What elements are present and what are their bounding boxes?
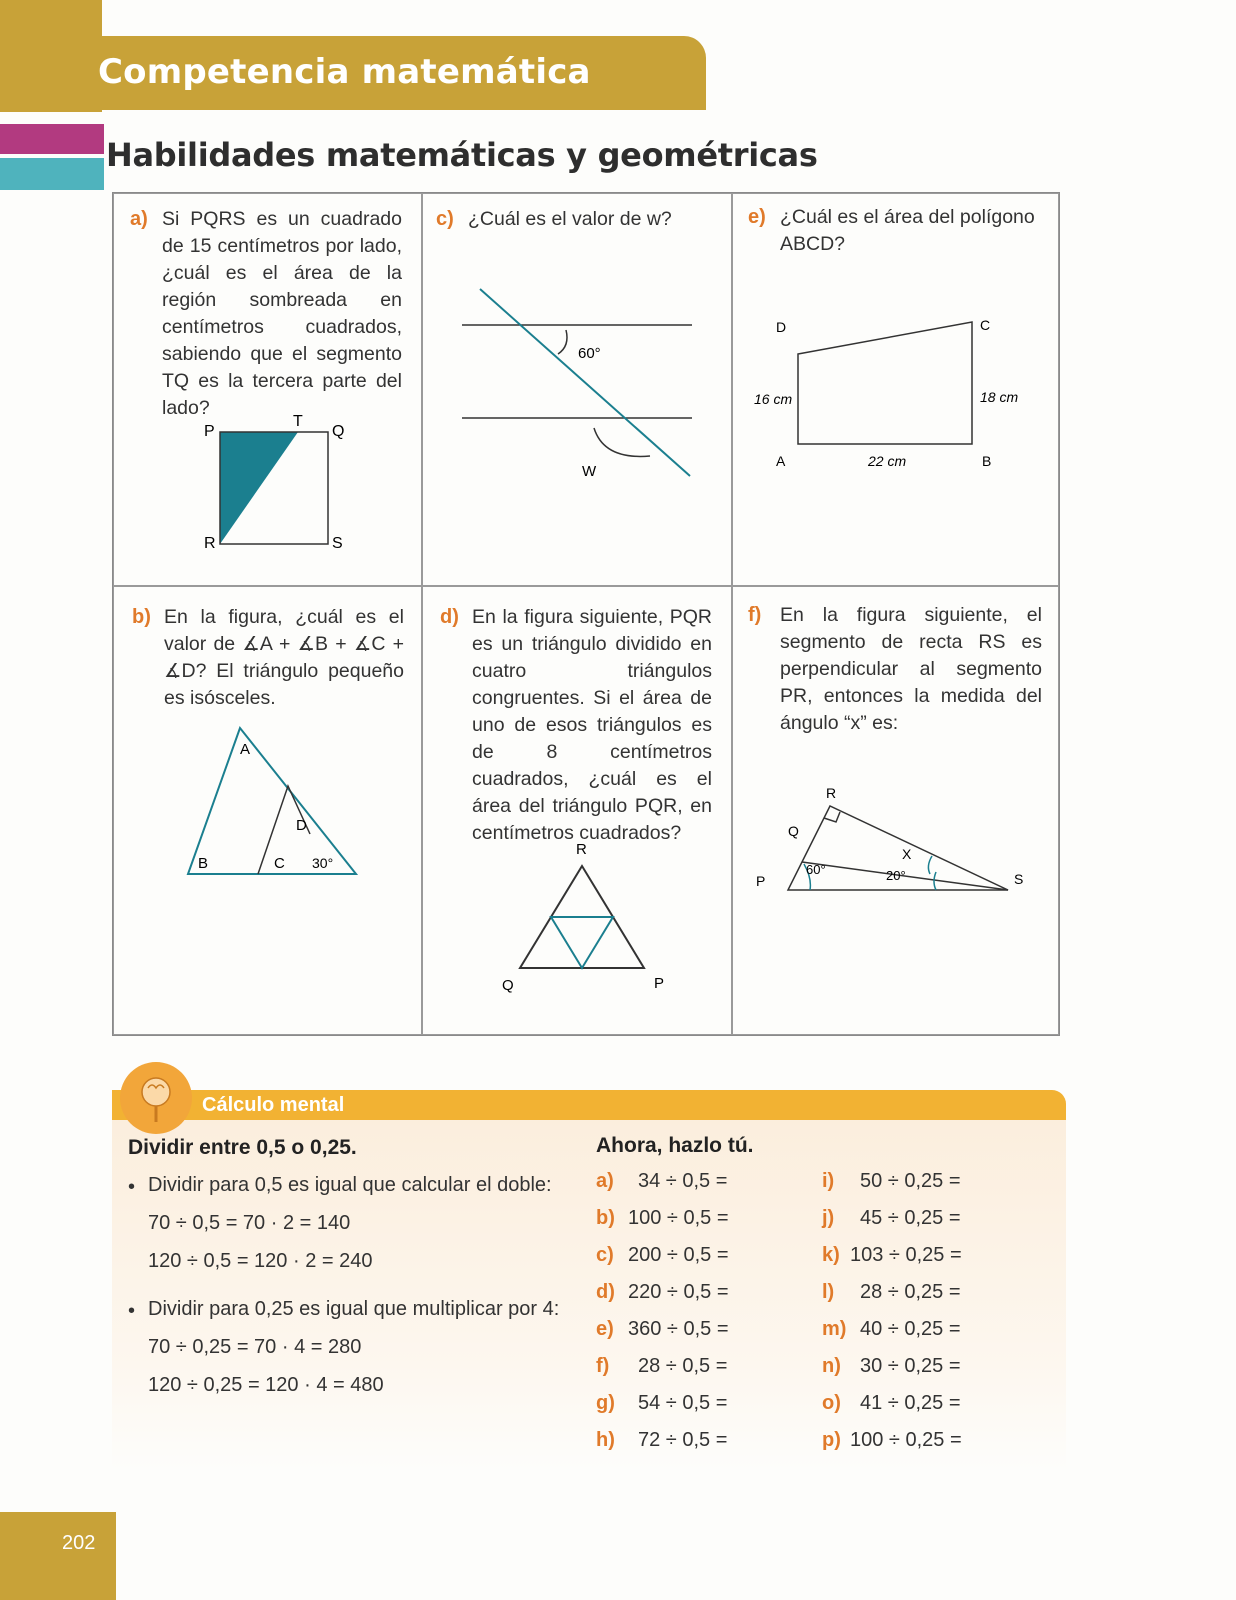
question-c-label: c) [436,208,454,230]
label-p: P [756,873,766,889]
page-number-box [0,1512,116,1600]
label-p: P [654,975,665,992]
mental-calc-title: Cálculo mental [202,1094,345,1116]
label-16cm: 16 cm [754,391,793,407]
practice-expr: 28 ÷ 0,5 = [638,1355,728,1377]
practice-expr: 100 ÷ 0,25 = [850,1429,962,1451]
parallel-lines-figure [452,284,712,494]
question-a-label: a) [130,208,148,230]
angle-arc-x [928,856,932,874]
angle-arc-20 [934,872,936,890]
bullet-dot-1: • [128,1176,136,1198]
practice-expr: 50 ÷ 0,25 = [860,1170,961,1192]
practice-expr: 30 ÷ 0,25 = [860,1355,961,1377]
practice-label: n) [822,1355,841,1377]
large-triangle [188,728,356,874]
question-d-cell [421,585,733,1035]
triangle-prs-figure [746,786,1056,906]
practice-expr: 103 ÷ 0,25 = [850,1244,962,1266]
practice-label: o) [822,1392,841,1414]
practice-expr: 360 ÷ 0,5 = [628,1318,729,1340]
practice-label: f) [596,1355,610,1377]
angle-20-label: 20° [886,868,906,883]
decorative-stripe-magenta [0,124,104,154]
label-d: D [296,817,307,834]
practice-label: c) [596,1244,614,1266]
angle-60-label: 60° [806,862,826,877]
practice-expr: 200 ÷ 0,5 = [628,1244,729,1266]
transversal-line [480,289,690,476]
label-r: R [576,841,587,858]
label-t: T [293,414,303,430]
label-q: Q [788,823,799,839]
practice-label: h) [596,1429,615,1451]
label-x: X [902,846,912,862]
question-e-cell [731,193,1059,587]
label-22cm: 22 cm [868,453,907,469]
label-s: S [332,535,343,552]
practice-expr: 34 ÷ 0,5 = [638,1170,728,1192]
practice-label: j) [822,1207,835,1229]
question-c-text: ¿Cuál es el valor de w? [468,208,672,230]
question-f-text: En la figura siguiente, el segmento de recta RS es perpendicular al segmento PR, entonces la medida del ángulo “x” es: [780,604,1042,734]
practice-expr: 41 ÷ 0,25 = [860,1392,961,1414]
question-a-text: Si PQRS es un cuadrado de 15 centímetros por lado, ¿cuál es el área de la región sombreada en centímetros cuadrados, sabiendo que el segmento TQ es la tercera parte del lado? [162,208,402,419]
shaded-triangle [220,432,298,544]
mental-example-3: 70 ÷ 0,25 = 70 · 4 = 280 [148,1336,362,1358]
question-b-label: b) [132,606,151,628]
label-18cm: 18 cm [980,389,1019,405]
practice-expr: 40 ÷ 0,25 = [860,1318,961,1340]
question-e-text: ¿Cuál es el área del polígono ABCD? [780,206,1035,255]
label-c: C [980,317,991,333]
practice-label: i) [822,1170,835,1192]
practice-expr: 100 ÷ 0,5 = [628,1207,729,1229]
mental-bullet-2: Dividir para 0,25 es igual que multiplicar por 4: [148,1298,560,1320]
section-title: Habilidades matemáticas y geométricas [106,136,818,174]
polygon-abcd-figure [742,304,1052,474]
practice-expr: 220 ÷ 0,5 = [628,1281,729,1303]
brain-pencil-icon [120,1062,192,1134]
mental-example-1: 70 ÷ 0,5 = 70 · 2 = 140 [148,1212,351,1234]
question-f-cell [731,585,1059,1035]
question-c-cell [421,193,733,587]
practice-label: m) [822,1318,847,1340]
practice-label: e) [596,1318,614,1340]
mental-example-4: 120 ÷ 0,25 = 120 · 4 = 480 [148,1374,384,1396]
label-q: Q [332,423,345,440]
question-b-cell [113,585,423,1035]
triangle-pqr-figure [492,836,672,996]
practice-expr: 72 ÷ 0,5 = [638,1429,728,1451]
question-d-text: En la figura siguiente, PQR es un triángulo dividido en cuatro triángulos congruentes. Si el área de uno de esos triángulos es de 8 centímetros cuadrados, ¿cuál es el área del triángulo PQR, en centímetros cuadrados? [472,606,712,844]
practice-label: b) [596,1207,615,1229]
label-q: Q [502,977,514,994]
angle-arc-60 [558,330,567,354]
inner-triangle [551,917,613,968]
practice-expr: 28 ÷ 0,25 = [860,1281,961,1303]
practice-label: p) [822,1429,841,1451]
label-d: D [776,319,787,335]
practice-heading: Ahora, hazlo tú. [596,1134,754,1157]
practice-label: k) [822,1244,840,1266]
question-d-label: d) [440,606,459,628]
practice-label: g) [596,1392,615,1414]
practice-label: a) [596,1170,614,1192]
triangle-abcd-figure [174,716,374,886]
page-number: 202 [62,1532,96,1554]
angle-60-label: 60° [578,345,601,362]
angle-30-label: 30° [312,855,334,871]
label-c: C [274,855,285,872]
mental-bullet-1: Dividir para 0,5 es igual que calcular el doble: [148,1174,552,1196]
polygon-abcd [798,322,972,444]
label-a: A [776,453,786,469]
label-r: R [204,535,216,552]
label-r: R [826,786,837,801]
practice-expr: 45 ÷ 0,25 = [860,1207,961,1229]
practice-expr: 54 ÷ 0,5 = [638,1392,728,1414]
decorative-stripe-teal [0,158,104,190]
label-b: B [982,453,992,469]
mental-example-2: 120 ÷ 0,5 = 120 · 2 = 240 [148,1250,373,1272]
label-w: W [582,463,597,480]
label-a: A [240,741,251,758]
practice-label: d) [596,1281,615,1303]
mental-heading: Dividir entre 0,5 o 0,25. [128,1136,357,1159]
practice-label: l) [822,1281,835,1303]
header-title: Competencia matemática [98,52,591,92]
brain-pencil-icon-graphic [120,1062,192,1134]
exercise-grid [112,192,1060,1036]
question-b-text: En la figura, ¿cuál es el valor de ∡A + ∡B + ∡C + ∡D? El triángulo pequeño es isósceles. [164,606,404,709]
label-p: P [204,423,215,440]
label-b: B [198,855,209,872]
label-s: S [1014,871,1024,887]
square-pqrs-figure [194,414,364,564]
question-a-cell [113,193,423,587]
bullet-dot-2: • [128,1300,136,1322]
question-f-label: f) [748,604,762,626]
question-e-label: e) [748,206,766,228]
